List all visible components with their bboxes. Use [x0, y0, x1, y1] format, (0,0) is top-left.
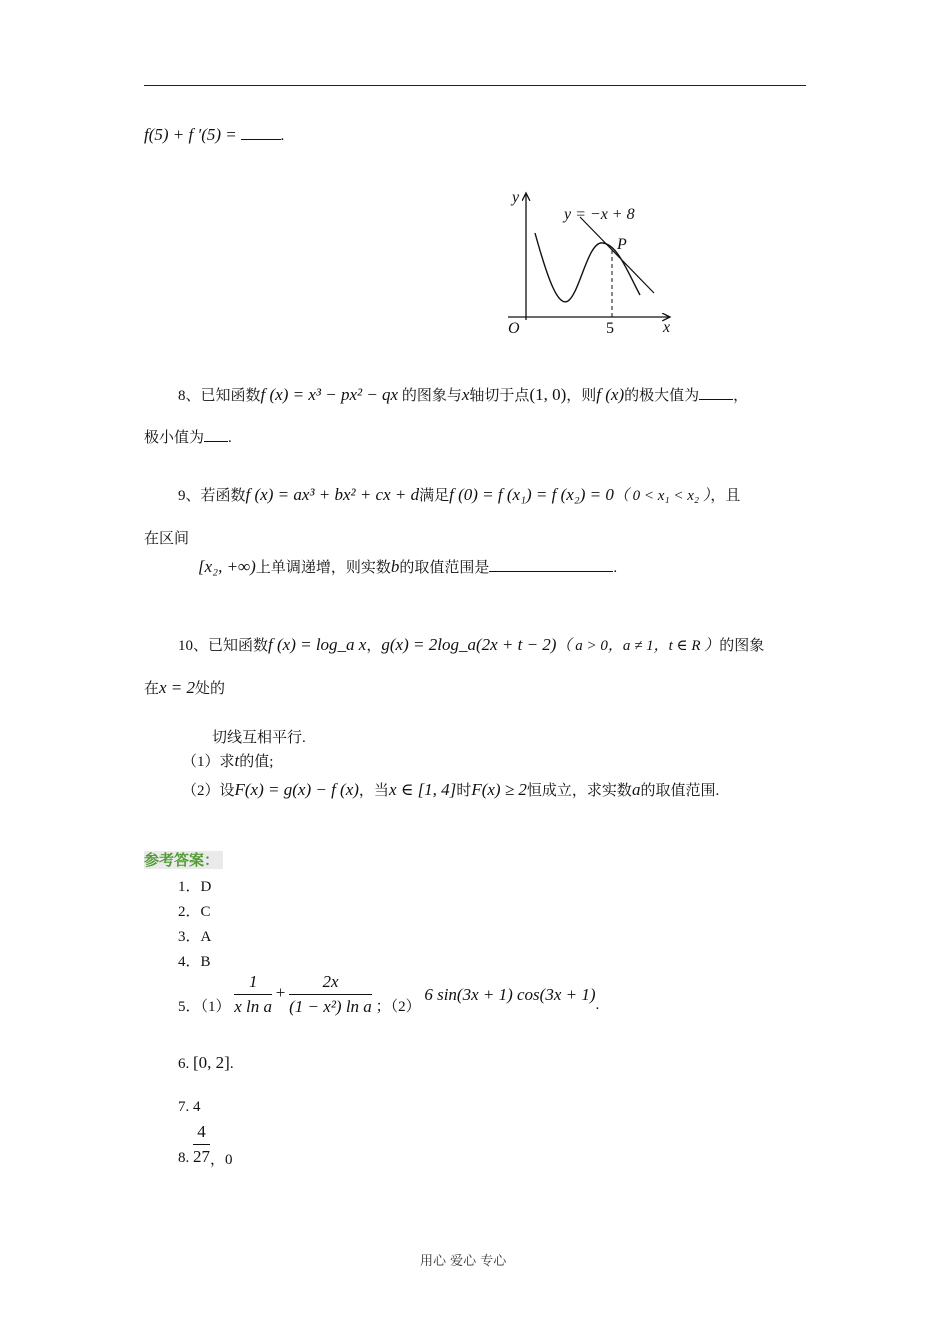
q9-answer-blank: [489, 557, 613, 572]
tick-5-label: 5: [606, 320, 614, 337]
answer-8: 8. $\frac{4}{27}$ ，0: [178, 1122, 233, 1168]
answer-2: 2．C: [178, 904, 211, 920]
tangent-line: [580, 217, 654, 293]
q8-min-blank: [204, 427, 228, 442]
header-rule: [144, 85, 806, 86]
q7-end: .: [280, 128, 285, 144]
page-footer: 用心 爱心 专心: [420, 1254, 507, 1269]
q7-answer-blank: [241, 125, 281, 140]
q9-condition: f (0) = f (x₁) = f (x₂) = 0: [449, 485, 614, 504]
tangent-label: y = −x + 8: [564, 206, 635, 223]
answers-heading: 参考答案：: [144, 849, 223, 870]
q10-line3: 切线互相平行.: [212, 730, 306, 746]
answer-5: 5．（1） $\frac{1}{\text{x ln a}}$ + $\frac{2x}{\text{(1 − x²) ln a}}$ ；（2） 6 sin(3x + 1) cos(3x + 1).: [178, 972, 600, 1016]
answer-3: 3．A: [178, 929, 212, 945]
q8-function: f (x) = x³ − px² − qx: [260, 385, 399, 404]
answer-4: 4．B: [178, 954, 211, 970]
answer-1: 1．D: [178, 879, 212, 895]
q9-line3: [x₂, +∞)上单调递增，则实数b的取值范围是 .: [198, 557, 618, 576]
answer-5-fraction-2: $\frac{2x}{\text{(1 − x²) ln a}}$: [289, 972, 372, 1016]
q10-part2: （2）设F(x) = g(x) − f (x)，当x ∈ [1, 4]时F(x) ≥ 2恒成立，求实数a的取值范围.: [182, 780, 720, 799]
function-graph: [500, 185, 685, 340]
q8-line1: 8、已知函数f (x) = x³ − px² − qx 的图象与x轴切于点(1, 0)，则f (x)的极大值为 ，: [178, 385, 749, 404]
y-axis-label: y: [512, 189, 520, 206]
q8-line2: 极小值为 .: [144, 426, 232, 447]
answer-5-part-2: 6 sin(3x + 1) cos(3x + 1): [424, 984, 596, 1004]
q9-function: f (x) = ax³ + bx² + cx + d: [245, 485, 420, 504]
q9-interval: [x₂, +∞): [198, 557, 256, 576]
x-axis-label: x: [663, 319, 671, 336]
q10-g: g(x) = 2log_a(2x + t − 2): [381, 635, 557, 654]
q8-max-blank: [699, 385, 733, 400]
answer-7: 7. 4: [178, 1099, 201, 1115]
answer-5-fraction-1: $\frac{1}{\text{x ln a}}$: [234, 972, 273, 1016]
origin-label: O: [508, 320, 520, 337]
q10-f: f (x) = log_a x: [268, 635, 367, 654]
q10-line2: 在x = 2处的: [144, 678, 226, 697]
q7-expression: f(5) + f ′(5) =: [144, 125, 237, 144]
point-p-label: P: [617, 236, 627, 253]
q10-line1: 10、已知函数f (x) = log_a x，g(x) = 2log_a(2x + t − 2)（ a > 0，a ≠ 1，t ∈ R ）的图象: [178, 635, 765, 654]
q10-part1: （1）求t的值;: [182, 751, 274, 770]
answer-8-fraction: $\frac{4}{27}$: [193, 1122, 210, 1166]
answer-6: 6. [0, 2].: [178, 1053, 234, 1072]
q7-tail: [144, 125, 284, 145]
q9-line2: 在区间: [144, 531, 190, 547]
q9-line1: 9、若函数f (x) = ax³ + bx² + cx + d满足f (0) = f (x₁) = f (x₂) = 0（ 0 < x₁ < x₂ ），且: [178, 485, 741, 504]
